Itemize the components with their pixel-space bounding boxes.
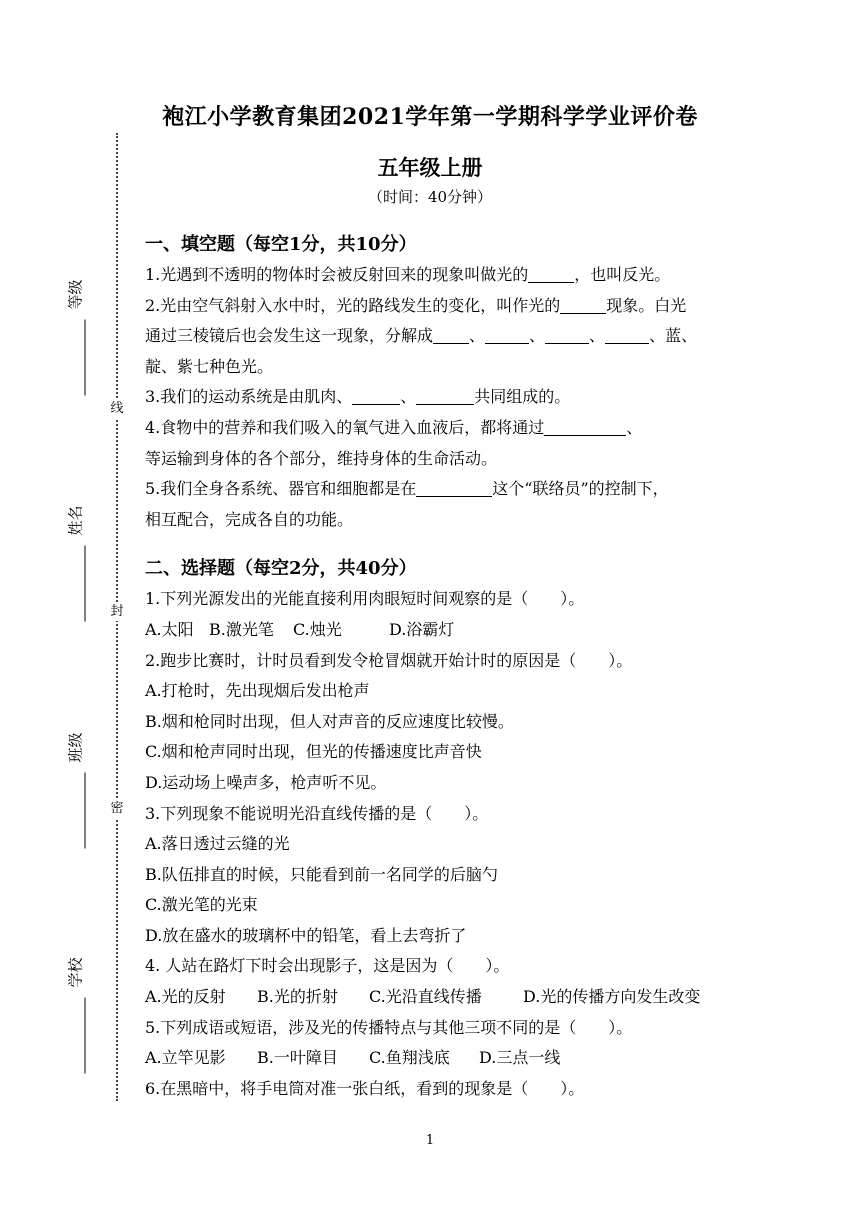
grade-level-field	[65, 246, 86, 396]
option-d[interactable]: D.浴霸灯	[389, 619, 455, 639]
section-heading-choice: 二、选择题（每空2分，共40分）	[145, 558, 417, 580]
answer-blank[interactable]	[416, 478, 492, 497]
name-field	[65, 472, 86, 622]
fill-q5-line2: 相互配合，完成各自的功能。	[145, 509, 354, 529]
answer-blank[interactable]	[416, 386, 474, 405]
school-label: 学校	[66, 957, 85, 988]
class-field	[65, 699, 86, 849]
option-d[interactable]: D.运动场上噪声多，枪声听不见。	[145, 772, 387, 792]
answer-blank[interactable]	[544, 417, 626, 436]
answer-blank[interactable]	[485, 325, 529, 344]
option-d[interactable]: D.放在盛水的玻璃杯中的铅笔，看上去弯折了	[145, 925, 467, 945]
option-c[interactable]: C.烟和枪声同时出现，但光的传播速度比声音快	[145, 742, 482, 762]
option-a[interactable]: A.落日透过云缝的光	[145, 834, 290, 854]
fill-q2-line3: 靛、紫七种色光。	[145, 356, 274, 376]
option-a[interactable]: A.打枪时，先出现烟后发出枪声	[145, 681, 370, 701]
answer-blank[interactable]	[352, 386, 400, 405]
name-label: 姓名	[66, 505, 85, 536]
fill-q2-line2: 通过三棱镜后也会发生这一现象，分解成 、 、 、 、蓝、	[145, 326, 698, 346]
answer-blank[interactable]	[433, 325, 469, 344]
grade-level-blank[interactable]	[71, 320, 86, 396]
choice-q5-options	[145, 1043, 725, 1074]
option-a[interactable]: A.光的反射	[145, 987, 226, 1007]
option-a[interactable]: A.太阳	[145, 619, 194, 639]
fill-q3: 3.我们的运动系统是由肌肉、 、 共同组成的。	[145, 387, 571, 407]
name-blank[interactable]	[71, 546, 86, 622]
seal-char-seal: 封	[107, 603, 127, 621]
seal-char-secret: 密	[107, 800, 127, 818]
answer-blank[interactable]	[605, 325, 649, 344]
option-b[interactable]: B.烟和枪同时出现，但人对声音的反应速度比较慢。	[145, 711, 514, 731]
exam-time: （时间：40分钟）	[367, 188, 493, 206]
option-c[interactable]: C.激光笔的光束	[145, 895, 258, 915]
fill-q2: 2.光由空气斜射入水中时，光的路线发生的变化，叫作光的 现象。白光	[145, 295, 687, 315]
option-a[interactable]: A.立竿见影	[145, 1048, 226, 1068]
exam-title: 袍江小学教育集团2021学年第一学期科学学业评价卷	[162, 104, 698, 130]
option-d[interactable]: D.光的传播方向发生改变	[523, 987, 701, 1007]
fill-q1: 1.光遇到不透明的物体时会被反射回来的现象叫做光的 ，也叫反光。	[145, 265, 671, 284]
fill-q4-line2: 等运输到身体的各个部分，维持身体的生命活动。	[145, 448, 498, 468]
fill-q4: 4.食物中的营养和我们吸入的氧气进入血液后，都将通过 、	[145, 417, 643, 437]
school-field	[65, 924, 86, 1074]
choice-q1-stem: 1.下列光源发出的光能直接利用肉眼短时间观察的是（ ）。	[145, 589, 585, 609]
school-blank[interactable]	[71, 998, 86, 1074]
option-b[interactable]: B.一叶障目	[257, 1048, 338, 1068]
choice-q5-stem: 5.下列成语或短语，涉及光的传播特点与其他三项不同的是（ ）。	[145, 1017, 633, 1037]
class-blank[interactable]	[71, 773, 86, 849]
grade-level-label: 等级	[66, 279, 85, 310]
choice-q6-stem: 6.在黑暗中，将手电筒对准一张白纸，看到的现象是（ ）。	[145, 1078, 585, 1098]
section-heading-fill-in: 一、填空题（每空1分，共10分）	[145, 234, 417, 255]
option-b[interactable]: B.激光笔	[209, 619, 274, 639]
exam-subtitle: 五年级上册	[377, 155, 483, 180]
answer-blank[interactable]	[528, 264, 574, 283]
option-c[interactable]: C.烛光	[293, 619, 342, 639]
seal-char-line: 线	[107, 400, 127, 418]
page-number: 1	[425, 1133, 435, 1148]
fill-q5: 5.我们全身各系统、器官和细胞都是在 这个“联络员”的控制下，	[145, 479, 669, 499]
option-d[interactable]: D.三点一线	[479, 1048, 561, 1068]
exam-content	[145, 230, 725, 1104]
choice-q4-stem: 4. 人站在路灯下时会出现影子，这是因为（ ）。	[145, 956, 510, 976]
choice-q4-options	[145, 982, 725, 1013]
option-c[interactable]: C.光沿直线传播	[369, 987, 482, 1007]
answer-blank[interactable]	[560, 295, 606, 314]
choice-q3-stem: 3.下列现象不能说明光沿直线传播的是（ ）。	[145, 803, 489, 823]
option-b[interactable]: B.光的折射	[257, 987, 338, 1007]
answer-blank[interactable]	[545, 325, 589, 344]
option-c[interactable]: C.鱼翔浅底	[369, 1048, 450, 1068]
class-label: 班级	[66, 732, 85, 763]
option-b[interactable]: B.队伍排直的时候，只能看到前一名同学的后脑勺	[145, 864, 498, 884]
choice-q1-options	[145, 615, 725, 646]
choice-q2-stem: 2.跑步比赛时，计时员看到发令枪冒烟就开始计时的原因是（ ）。	[145, 650, 633, 670]
